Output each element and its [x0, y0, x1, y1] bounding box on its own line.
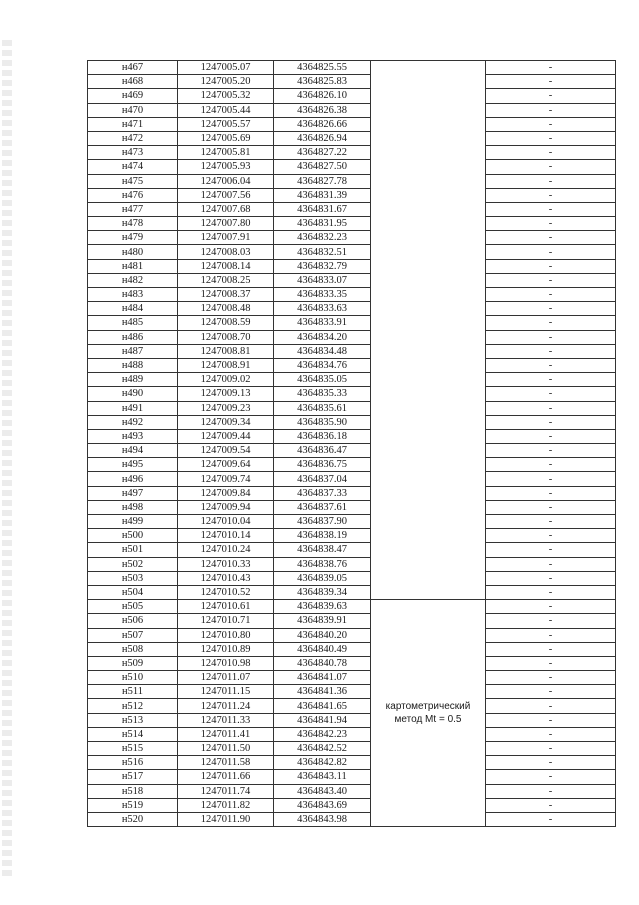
mark-cell: -	[486, 557, 616, 571]
table-row	[88, 302, 616, 316]
y-coordinate-cell: 4364826.94	[274, 131, 371, 145]
mark-cell: -	[486, 373, 616, 387]
point-id-cell: н492	[88, 415, 178, 429]
mark-cell: -	[486, 812, 616, 826]
x-coordinate-cell: 1247011.74	[178, 784, 274, 798]
mark-cell: -	[486, 685, 616, 699]
x-coordinate-cell: 1247007.80	[178, 217, 274, 231]
y-coordinate-cell: 4364843.98	[274, 812, 371, 826]
point-id-cell: н516	[88, 756, 178, 770]
table-row	[88, 217, 616, 231]
point-id-cell: н496	[88, 472, 178, 486]
y-coordinate-cell: 4364839.05	[274, 571, 371, 585]
mark-cell: -	[486, 486, 616, 500]
x-coordinate-cell: 1247009.23	[178, 401, 274, 415]
y-coordinate-cell: 4364832.51	[274, 245, 371, 259]
point-id-cell: н504	[88, 585, 178, 599]
mark-cell: -	[486, 472, 616, 486]
table-row	[88, 557, 616, 571]
y-coordinate-cell: 4364843.11	[274, 770, 371, 784]
point-id-cell: н488	[88, 358, 178, 372]
point-id-cell: н469	[88, 89, 178, 103]
y-coordinate-cell: 4364834.20	[274, 330, 371, 344]
table-row	[88, 131, 616, 145]
y-coordinate-cell: 4364833.91	[274, 316, 371, 330]
table-row	[88, 614, 616, 628]
mark-cell: -	[486, 103, 616, 117]
table-row	[88, 515, 616, 529]
y-coordinate-cell: 4364837.33	[274, 486, 371, 500]
x-coordinate-cell: 1247011.50	[178, 742, 274, 756]
y-coordinate-cell: 4364825.83	[274, 75, 371, 89]
point-id-cell: н491	[88, 401, 178, 415]
x-coordinate-cell: 1247009.64	[178, 458, 274, 472]
point-id-cell: н499	[88, 515, 178, 529]
x-coordinate-cell: 1247009.94	[178, 500, 274, 514]
point-id-cell: н510	[88, 671, 178, 685]
table-row	[88, 89, 616, 103]
table-row	[88, 188, 616, 202]
table-row	[88, 472, 616, 486]
y-coordinate-cell: 4364833.35	[274, 288, 371, 302]
point-id-cell: н505	[88, 600, 178, 614]
point-id-cell: н468	[88, 75, 178, 89]
mark-cell: -	[486, 415, 616, 429]
y-coordinate-cell: 4364827.50	[274, 160, 371, 174]
mark-cell: -	[486, 628, 616, 642]
mark-cell: -	[486, 217, 616, 231]
mark-cell: -	[486, 642, 616, 656]
y-coordinate-cell: 4364841.36	[274, 685, 371, 699]
x-coordinate-cell: 1247010.14	[178, 529, 274, 543]
table-row	[88, 61, 616, 75]
y-coordinate-cell: 4364826.10	[274, 89, 371, 103]
x-coordinate-cell: 1247008.25	[178, 273, 274, 287]
point-id-cell: н467	[88, 61, 178, 75]
mark-cell: -	[486, 131, 616, 145]
table-row	[88, 585, 616, 599]
point-id-cell: н475	[88, 174, 178, 188]
table-row	[88, 316, 616, 330]
y-coordinate-cell: 4364838.76	[274, 557, 371, 571]
x-coordinate-cell: 1247008.14	[178, 259, 274, 273]
mark-cell: -	[486, 188, 616, 202]
x-coordinate-cell: 1247005.81	[178, 146, 274, 160]
mark-cell: -	[486, 742, 616, 756]
x-coordinate-cell: 1247009.13	[178, 387, 274, 401]
y-coordinate-cell: 4364832.79	[274, 259, 371, 273]
table-row	[88, 344, 616, 358]
point-id-cell: н508	[88, 642, 178, 656]
y-coordinate-cell: 4364835.90	[274, 415, 371, 429]
mark-cell: -	[486, 585, 616, 599]
y-coordinate-cell: 4364836.47	[274, 444, 371, 458]
table-row	[88, 358, 616, 372]
table-row	[88, 231, 616, 245]
table-row	[88, 202, 616, 216]
table-row	[88, 685, 616, 699]
table-row	[88, 642, 616, 656]
mark-cell: -	[486, 174, 616, 188]
point-id-cell: н500	[88, 529, 178, 543]
point-id-cell: н520	[88, 812, 178, 826]
y-coordinate-cell: 4364827.78	[274, 174, 371, 188]
x-coordinate-cell: 1247009.54	[178, 444, 274, 458]
table-row	[88, 103, 616, 117]
y-coordinate-cell: 4364839.63	[274, 600, 371, 614]
mark-cell: -	[486, 727, 616, 741]
mark-cell: -	[486, 202, 616, 216]
point-id-cell: н490	[88, 387, 178, 401]
point-id-cell: н476	[88, 188, 178, 202]
point-id-cell: н481	[88, 259, 178, 273]
mark-cell: -	[486, 756, 616, 770]
mark-cell: -	[486, 344, 616, 358]
mark-cell: -	[486, 571, 616, 585]
x-coordinate-cell: 1247011.41	[178, 727, 274, 741]
table-row	[88, 628, 616, 642]
x-coordinate-cell: 1247011.15	[178, 685, 274, 699]
y-coordinate-cell: 4364835.05	[274, 373, 371, 387]
x-coordinate-cell: 1247011.33	[178, 713, 274, 727]
y-coordinate-cell: 4364831.67	[274, 202, 371, 216]
x-coordinate-cell: 1247011.66	[178, 770, 274, 784]
y-coordinate-cell: 4364834.76	[274, 358, 371, 372]
table-row	[88, 444, 616, 458]
y-coordinate-cell: 4364842.23	[274, 727, 371, 741]
table-row	[88, 259, 616, 273]
x-coordinate-cell: 1247011.90	[178, 812, 274, 826]
mark-cell: -	[486, 288, 616, 302]
x-coordinate-cell: 1247010.52	[178, 585, 274, 599]
y-coordinate-cell: 4364840.49	[274, 642, 371, 656]
table-row	[88, 812, 616, 826]
mark-cell: -	[486, 500, 616, 514]
mark-cell: -	[486, 458, 616, 472]
mark-cell: -	[486, 358, 616, 372]
mark-cell: -	[486, 61, 616, 75]
table-row	[88, 500, 616, 514]
table-row	[88, 387, 616, 401]
point-id-cell: н484	[88, 302, 178, 316]
x-coordinate-cell: 1247008.59	[178, 316, 274, 330]
point-id-cell: н483	[88, 288, 178, 302]
y-coordinate-cell: 4364832.23	[274, 231, 371, 245]
y-coordinate-cell: 4364831.95	[274, 217, 371, 231]
x-coordinate-cell: 1247010.61	[178, 600, 274, 614]
mark-cell: -	[486, 671, 616, 685]
y-coordinate-cell: 4364841.07	[274, 671, 371, 685]
x-coordinate-cell: 1247011.24	[178, 699, 274, 713]
mark-cell: -	[486, 231, 616, 245]
table-row	[88, 75, 616, 89]
point-id-cell: н480	[88, 245, 178, 259]
x-coordinate-cell: 1247010.24	[178, 543, 274, 557]
mark-cell: -	[486, 600, 616, 614]
point-id-cell: н485	[88, 316, 178, 330]
method-note-group-1	[371, 61, 486, 600]
x-coordinate-cell: 1247009.34	[178, 415, 274, 429]
mark-cell: -	[486, 444, 616, 458]
x-coordinate-cell: 1247005.93	[178, 160, 274, 174]
point-id-cell: н494	[88, 444, 178, 458]
table-row	[88, 798, 616, 812]
y-coordinate-cell: 4364826.38	[274, 103, 371, 117]
mark-cell: -	[486, 273, 616, 287]
point-id-cell: н473	[88, 146, 178, 160]
table-row	[88, 770, 616, 784]
mark-cell: -	[486, 259, 616, 273]
y-coordinate-cell: 4364837.90	[274, 515, 371, 529]
x-coordinate-cell: 1247010.04	[178, 515, 274, 529]
y-coordinate-cell: 4364840.20	[274, 628, 371, 642]
y-coordinate-cell: 4364835.61	[274, 401, 371, 415]
x-coordinate-cell: 1247010.89	[178, 642, 274, 656]
coordinates-table	[87, 60, 616, 827]
method-note-group-2: картометрический метод Mt = 0.5	[371, 600, 486, 827]
mark-cell: -	[486, 316, 616, 330]
table-row	[88, 373, 616, 387]
point-id-cell: н471	[88, 117, 178, 131]
mark-cell: -	[486, 699, 616, 713]
mark-cell: -	[486, 302, 616, 316]
point-id-cell: н478	[88, 217, 178, 231]
x-coordinate-cell: 1247009.44	[178, 429, 274, 443]
x-coordinate-cell: 1247005.69	[178, 131, 274, 145]
point-id-cell: н477	[88, 202, 178, 216]
mark-cell: -	[486, 160, 616, 174]
table-row	[88, 288, 616, 302]
mark-cell: -	[486, 798, 616, 812]
table-row	[88, 713, 616, 727]
x-coordinate-cell: 1247005.32	[178, 89, 274, 103]
table-row	[88, 656, 616, 670]
x-coordinate-cell: 1247005.57	[178, 117, 274, 131]
table-row	[88, 245, 616, 259]
point-id-cell: н507	[88, 628, 178, 642]
mark-cell: -	[486, 387, 616, 401]
y-coordinate-cell: 4364841.65	[274, 699, 371, 713]
point-id-cell: н493	[88, 429, 178, 443]
table-row	[88, 543, 616, 557]
table-row	[88, 273, 616, 287]
point-id-cell: н495	[88, 458, 178, 472]
table-row	[88, 727, 616, 741]
y-coordinate-cell: 4364842.52	[274, 742, 371, 756]
x-coordinate-cell: 1247006.04	[178, 174, 274, 188]
y-coordinate-cell: 4364835.33	[274, 387, 371, 401]
y-coordinate-cell: 4364833.63	[274, 302, 371, 316]
mark-cell: -	[486, 117, 616, 131]
x-coordinate-cell: 1247011.07	[178, 671, 274, 685]
table-row	[88, 486, 616, 500]
x-coordinate-cell: 1247008.91	[178, 358, 274, 372]
table-row	[88, 600, 616, 614]
y-coordinate-cell: 4364827.22	[274, 146, 371, 160]
x-coordinate-cell: 1247008.03	[178, 245, 274, 259]
point-id-cell: н474	[88, 160, 178, 174]
y-coordinate-cell: 4364834.48	[274, 344, 371, 358]
point-id-cell: н513	[88, 713, 178, 727]
table-row	[88, 415, 616, 429]
margin-stamp	[2, 40, 12, 880]
mark-cell: -	[486, 75, 616, 89]
mark-cell: -	[486, 401, 616, 415]
mark-cell: -	[486, 656, 616, 670]
x-coordinate-cell: 1247007.56	[178, 188, 274, 202]
table-row	[88, 160, 616, 174]
x-coordinate-cell: 1247005.44	[178, 103, 274, 117]
x-coordinate-cell: 1247011.82	[178, 798, 274, 812]
y-coordinate-cell: 4364836.75	[274, 458, 371, 472]
table-body	[88, 61, 616, 827]
x-coordinate-cell: 1247009.84	[178, 486, 274, 500]
mark-cell: -	[486, 89, 616, 103]
table-row	[88, 174, 616, 188]
point-id-cell: н506	[88, 614, 178, 628]
table-row	[88, 401, 616, 415]
y-coordinate-cell: 4364831.39	[274, 188, 371, 202]
x-coordinate-cell: 1247008.81	[178, 344, 274, 358]
point-id-cell: н486	[88, 330, 178, 344]
mark-cell: -	[486, 146, 616, 160]
mark-cell: -	[486, 330, 616, 344]
table-row	[88, 330, 616, 344]
y-coordinate-cell: 4364839.91	[274, 614, 371, 628]
table-row	[88, 671, 616, 685]
y-coordinate-cell: 4364839.34	[274, 585, 371, 599]
y-coordinate-cell: 4364843.69	[274, 798, 371, 812]
mark-cell: -	[486, 429, 616, 443]
mark-cell: -	[486, 784, 616, 798]
x-coordinate-cell: 1247010.33	[178, 557, 274, 571]
mark-cell: -	[486, 543, 616, 557]
point-id-cell: н501	[88, 543, 178, 557]
point-id-cell: н517	[88, 770, 178, 784]
table-row	[88, 784, 616, 798]
table-row	[88, 458, 616, 472]
point-id-cell: н497	[88, 486, 178, 500]
point-id-cell: н518	[88, 784, 178, 798]
x-coordinate-cell: 1247010.80	[178, 628, 274, 642]
y-coordinate-cell: 4364836.18	[274, 429, 371, 443]
mark-cell: -	[486, 529, 616, 543]
y-coordinate-cell: 4364833.07	[274, 273, 371, 287]
x-coordinate-cell: 1247005.07	[178, 61, 274, 75]
table-row	[88, 117, 616, 131]
x-coordinate-cell: 1247010.43	[178, 571, 274, 585]
y-coordinate-cell: 4364842.82	[274, 756, 371, 770]
x-coordinate-cell: 1247005.20	[178, 75, 274, 89]
y-coordinate-cell: 4364838.47	[274, 543, 371, 557]
y-coordinate-cell: 4364837.04	[274, 472, 371, 486]
point-id-cell: н498	[88, 500, 178, 514]
point-id-cell: н470	[88, 103, 178, 117]
point-id-cell: н472	[88, 131, 178, 145]
x-coordinate-cell: 1247010.71	[178, 614, 274, 628]
table-row	[88, 742, 616, 756]
y-coordinate-cell: 4364838.19	[274, 529, 371, 543]
point-id-cell: н479	[88, 231, 178, 245]
point-id-cell: н511	[88, 685, 178, 699]
point-id-cell: н489	[88, 373, 178, 387]
x-coordinate-cell: 1247007.68	[178, 202, 274, 216]
mark-cell: -	[486, 614, 616, 628]
point-id-cell: н512	[88, 699, 178, 713]
x-coordinate-cell: 1247008.70	[178, 330, 274, 344]
point-id-cell: н482	[88, 273, 178, 287]
x-coordinate-cell: 1247009.74	[178, 472, 274, 486]
point-id-cell: н519	[88, 798, 178, 812]
x-coordinate-cell: 1247009.02	[178, 373, 274, 387]
point-id-cell: н487	[88, 344, 178, 358]
x-coordinate-cell: 1247008.48	[178, 302, 274, 316]
x-coordinate-cell: 1247011.58	[178, 756, 274, 770]
point-id-cell: н502	[88, 557, 178, 571]
table-row	[88, 529, 616, 543]
table-row	[88, 756, 616, 770]
point-id-cell: н514	[88, 727, 178, 741]
mark-cell: -	[486, 713, 616, 727]
x-coordinate-cell: 1247008.37	[178, 288, 274, 302]
y-coordinate-cell: 4364826.66	[274, 117, 371, 131]
point-id-cell: н503	[88, 571, 178, 585]
x-coordinate-cell: 1247007.91	[178, 231, 274, 245]
point-id-cell: н509	[88, 656, 178, 670]
mark-cell: -	[486, 515, 616, 529]
y-coordinate-cell: 4364837.61	[274, 500, 371, 514]
mark-cell: -	[486, 245, 616, 259]
y-coordinate-cell: 4364825.55	[274, 61, 371, 75]
table-row	[88, 699, 616, 713]
table-row	[88, 571, 616, 585]
mark-cell: -	[486, 770, 616, 784]
x-coordinate-cell: 1247010.98	[178, 656, 274, 670]
y-coordinate-cell: 4364840.78	[274, 656, 371, 670]
y-coordinate-cell: 4364843.40	[274, 784, 371, 798]
table-row	[88, 146, 616, 160]
table-row	[88, 429, 616, 443]
y-coordinate-cell: 4364841.94	[274, 713, 371, 727]
point-id-cell: н515	[88, 742, 178, 756]
